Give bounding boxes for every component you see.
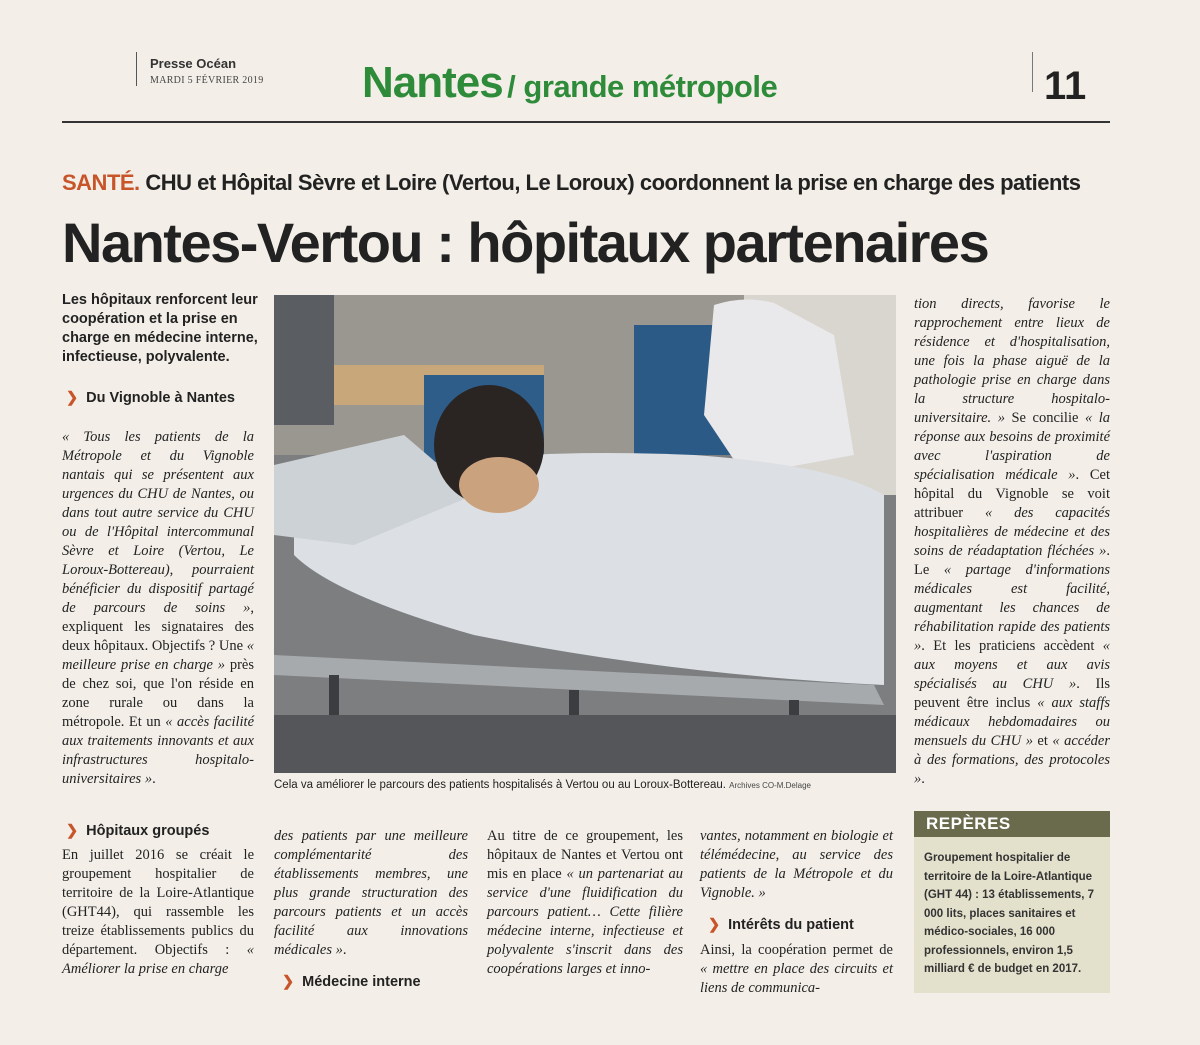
photo-caption xyxy=(274,779,811,791)
subheading-medecine-interne xyxy=(282,974,421,990)
chevron-right-icon: ❯ xyxy=(66,823,79,839)
column-2-text xyxy=(274,827,468,960)
chevron-right-icon: ❯ xyxy=(66,390,79,406)
body-text: et xyxy=(1032,733,1053,749)
page-number: 11 xyxy=(1044,64,1087,108)
body-text: . xyxy=(342,942,347,958)
quoted-text: « accès facilité aux traitements innovants et aux infrastructures hospitalo-universitaires » xyxy=(62,714,255,787)
section-title xyxy=(362,58,777,108)
subheading-hopitaux-groupes xyxy=(66,823,209,839)
masthead-divider xyxy=(136,52,137,86)
publication-name: Presse Océan xyxy=(150,56,237,71)
subheading-label: Du Vignoble à Nantes xyxy=(86,390,235,406)
caption-text: Cela va améliorer le parcours des patients hospitalisés à Vertou ou au Loroux-Bottereau. xyxy=(274,779,726,791)
chevron-right-icon: ❯ xyxy=(282,974,295,990)
quoted-text: « Améliorer la prise en charge xyxy=(62,942,254,977)
quoted-text: « la réponse aux besoins de proximité avec l'aspiration de spécialisation médicale » xyxy=(914,410,1110,483)
reperes-box xyxy=(914,837,1110,993)
header-rule xyxy=(62,121,1110,123)
body-text: Au titre de ce groupement, les hôpitaux de Nantes et Vertou ont mis en place xyxy=(487,828,683,882)
article-lead: Les hôpitaux renforcent leur coopération et la prise en charge en médecine interne, infectieuse, polyvalente. xyxy=(62,292,258,365)
issue-date: MARDI 5 FÉVRIER 2019 xyxy=(150,75,264,86)
quoted-text: « Tous les patients de la Métropole et du Vignoble nantais qui se présentent aux urgences du CHU de Nantes, ou dans tout autre service du CHU ou de l'Hôpital intercommunal Sèvre et Loire (Vertou, Le Loroux-Bottereau), pourraient bénéficier du dispositif partagé de parcours de soins » xyxy=(62,429,254,616)
quoted-text: « des capacités hospitalières de médecine et des soins de réadaptation fléchées » xyxy=(914,505,1110,559)
body-text: Se concilie xyxy=(1004,410,1085,426)
subheading-label: Médecine interne xyxy=(302,974,421,990)
page-number-divider xyxy=(1032,52,1033,92)
kicker-tag: SANTÉ. xyxy=(62,170,140,195)
section-main: Nantes xyxy=(362,58,503,107)
body-text: près de chez soi, que l'on réside en zone rurale ou dans la métropole. Et un xyxy=(62,657,254,730)
column-4-text xyxy=(700,827,893,903)
section-sub: / grande métropole xyxy=(507,69,778,104)
quoted-text: vantes, notamment en biologie et télémédecine, au service des patients de la Métropole et du Vignoble. » xyxy=(700,828,893,901)
body-text: En juillet 2016 se créait le groupement hospitalier de territoire de la Loire-Atlantique (GHT44), qui rassemble les treize établissements publics du département. Objectifs : xyxy=(62,847,254,958)
reperes-text: Groupement hospitalier de territoire de la Loire-Atlantique (GHT 44) : 13 établissements, 7 000 lits, places sanitaires et médico-sociales, 16 000 professionnels, environ 1,5 milliard € de budget en 2017. xyxy=(924,852,1095,975)
body-text: . xyxy=(921,771,925,787)
body-text: Ainsi, la coopération permet de xyxy=(700,942,893,958)
quoted-text: « accéder à des formations, des protocoles » xyxy=(914,733,1110,787)
quoted-text: tion directs, favorise le rapprochement entre lieux de résidence et d'hospitalisation, une fois la phase aiguë de la pathologie prise en charge dans la structure hospitalo-universitaire. » xyxy=(914,296,1110,426)
quoted-text: « un partenariat au service d'une fluidification du parcours patient… Cette filière médecine interne, infectieuse et polyvalente s'inscrit dans des coopérations larges et inno- xyxy=(487,866,683,977)
body-text: , expliquent les signataires des deux hôpitaux. Objectifs ? Une xyxy=(62,600,254,654)
body-text: . xyxy=(152,771,156,787)
column-5-text xyxy=(914,295,1110,789)
subheading-label: Hôpitaux groupés xyxy=(86,823,210,839)
quoted-text: « meilleure prise en charge » xyxy=(62,638,254,673)
article-headline: Nantes-Vertou : hôpitaux partenaires xyxy=(62,211,989,274)
body-text: . Le xyxy=(914,543,1110,578)
article-photo xyxy=(274,295,896,773)
column-4-paragraph-2 xyxy=(700,941,893,998)
hospital-patient-photo xyxy=(274,295,896,773)
quoted-text: des patients par une meilleure complémentarité des établissements membres, une plus grande structuration des parcours patients et un accès facilité aux innovations médicales » xyxy=(274,828,468,958)
photo-credit: Archives CO-M.Delage xyxy=(729,781,811,790)
column-3-text xyxy=(487,827,683,979)
subheading-interets-patient xyxy=(708,917,854,933)
quoted-text: « aux staffs médicaux hebdomadaires ou mensuels du CHU » xyxy=(914,695,1110,749)
chevron-right-icon: ❯ xyxy=(708,917,721,933)
column-1-paragraph-2 xyxy=(62,846,254,979)
subheading-vignoble xyxy=(66,390,235,406)
kicker-text: CHU et Hôpital Sèvre et Loire (Vertou, Le Loroux) coordonnent la prise en charge des patients xyxy=(145,170,1081,195)
subheading-label: Intérêts du patient xyxy=(728,917,854,933)
reperes-header: REPÈRES xyxy=(914,811,1110,837)
quoted-text: « partage d'informations médicales est facilité, augmentant les chances de réhabilitation rapide des patients » xyxy=(914,562,1110,654)
quoted-text: « mettre en place des circuits et liens de communica- xyxy=(700,961,893,996)
column-1-paragraph-1 xyxy=(62,428,254,789)
body-text: . Et les praticiens accèdent xyxy=(921,638,1103,654)
article-kicker xyxy=(62,170,1080,196)
quoted-text: « aux moyens et aux avis spécialisés au CHU » xyxy=(914,638,1110,692)
body-text: . Ils peuvent être inclus xyxy=(914,676,1110,711)
body-text: . Cet hôpital du Vignoble se voit attribuer xyxy=(914,467,1111,521)
